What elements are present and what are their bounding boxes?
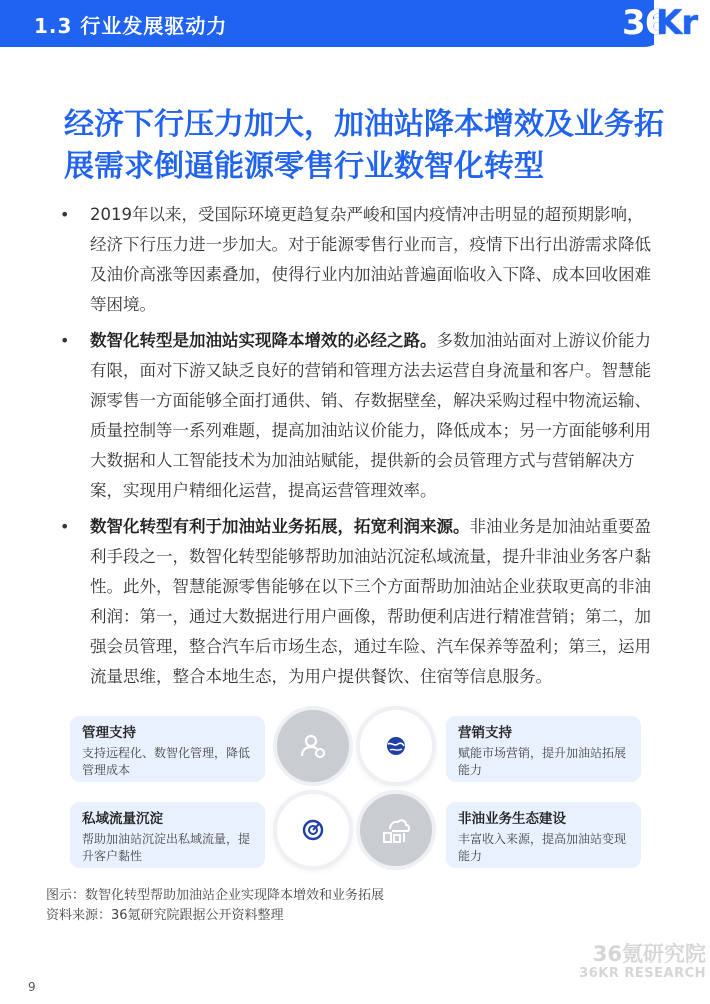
card-title: 非油业务生态建设 xyxy=(458,811,566,827)
watermark-line-1: 36氪研究院 xyxy=(592,942,706,966)
target-traffic-icon xyxy=(301,818,325,842)
bullet-item-1 xyxy=(56,200,656,320)
bullet-text: 非油业务是加油站重要盈利手段之一，数智化转型能够帮助加油站沉淀私域流量，提升非油业务客户黏性。此外，智慧能源零售能够在以下三个方面帮助加油站企业获取更高的非油利润：第一，通过大数据进行用户画像，帮助便利店进行精准营销；第二，加强会员管理，整合汽车后市场生态，通过车险、汽车保养等盈利；第三，运用流量思维，整合本地生态，为用户提供餐饮、住宿等信息服务。 xyxy=(90,517,651,686)
bullet-text: 2019年以来，受国际环境更趋复杂严峻和国内疫情冲击明显的超预期影响，经济下行压力进一步加大。对于能源零售行业而言，疫情下出行出游需求降低及油价高涨等因素叠加，使得行业内加油站普遍面临收入下降、成本回收困难等困境。 xyxy=(90,205,651,314)
bullet-list xyxy=(56,200,656,698)
card-description: 丰富收入来源，提高加油站变现能力 xyxy=(458,832,627,863)
page-title-line-1: 经济下行压力加大，加油站降本增效及业务拓 xyxy=(64,107,664,142)
card-title: 管理支持 xyxy=(82,725,136,741)
page-number: 9 xyxy=(28,980,36,994)
watermark-line-2: 36KR RESEARCH xyxy=(579,966,706,981)
circle-marketing xyxy=(356,706,436,786)
card-private-traffic xyxy=(70,802,265,868)
bullet-bold-text: 数智化转型有利于加油站业务拓展，拓宽利润来源。 xyxy=(90,517,470,536)
card-management-support xyxy=(70,716,265,782)
bullet-dot: • xyxy=(60,205,70,224)
watermark xyxy=(566,942,706,982)
card-description: 赋能市场营销，提升加油站拓展能力 xyxy=(458,746,627,777)
page-title-line-2: 展需求倒逼能源零售行业数智化转型 xyxy=(64,149,544,184)
user-management-icon xyxy=(298,731,328,761)
circle-non-oil xyxy=(356,790,436,870)
logo-digits: 36 xyxy=(622,3,668,43)
logo-36kr xyxy=(618,0,708,47)
header-bar xyxy=(0,0,668,47)
bullet-dot: • xyxy=(60,331,70,350)
section-title: 1.3 行业发展驱动力 xyxy=(34,14,228,38)
card-description: 帮助加油站沉淀出私域流量，提升客户黏性 xyxy=(82,832,251,863)
card-title: 营销支持 xyxy=(458,725,512,741)
circle-management xyxy=(273,706,353,786)
circle-private-traffic xyxy=(273,790,353,870)
bullet-item-3 xyxy=(56,512,656,692)
bullet-dot: • xyxy=(60,517,70,536)
logo-letters: Kr xyxy=(656,3,698,43)
bullet-text: 多数加油站面对上游议价能力有限，面对下游又缺乏良好的营销和管理方法去运营自身流量和客户。智慧能源零售一方面能够全面打通供、销、存数据壁垒，解决采购过程中物流运输、质量控制等一系列难题，提高加油站议价能力，降低成本；另一方面能够利用大数据和人工智能技术为加油站赋能，提供新的会员管理方式与营销解决方案，实现用户精细化运营，提高运营管理效率。 xyxy=(90,331,651,500)
cloud-ecosystem-icon xyxy=(380,815,412,845)
figure-source: 资料来源：36氪研究院跟据公开资料整理 xyxy=(46,908,284,923)
card-non-oil-ecosystem xyxy=(446,802,641,868)
globe-network-icon xyxy=(385,735,407,757)
figure-title: 图示：数智化转型帮助加油站企业实现降本增效和业务拓展 xyxy=(46,888,385,903)
bullet-bold-text: 数智化转型是加油站实现降本增效的必经之路。 xyxy=(90,331,437,350)
bullet-item-2 xyxy=(56,326,656,506)
card-title: 私域流量沉淀 xyxy=(82,811,163,827)
page-title xyxy=(64,104,664,188)
figure-caption xyxy=(46,886,384,926)
transformation-diagram xyxy=(70,706,650,876)
card-marketing-support xyxy=(446,716,641,782)
card-description: 支持远程化、数智化管理，降低管理成本 xyxy=(82,746,251,777)
